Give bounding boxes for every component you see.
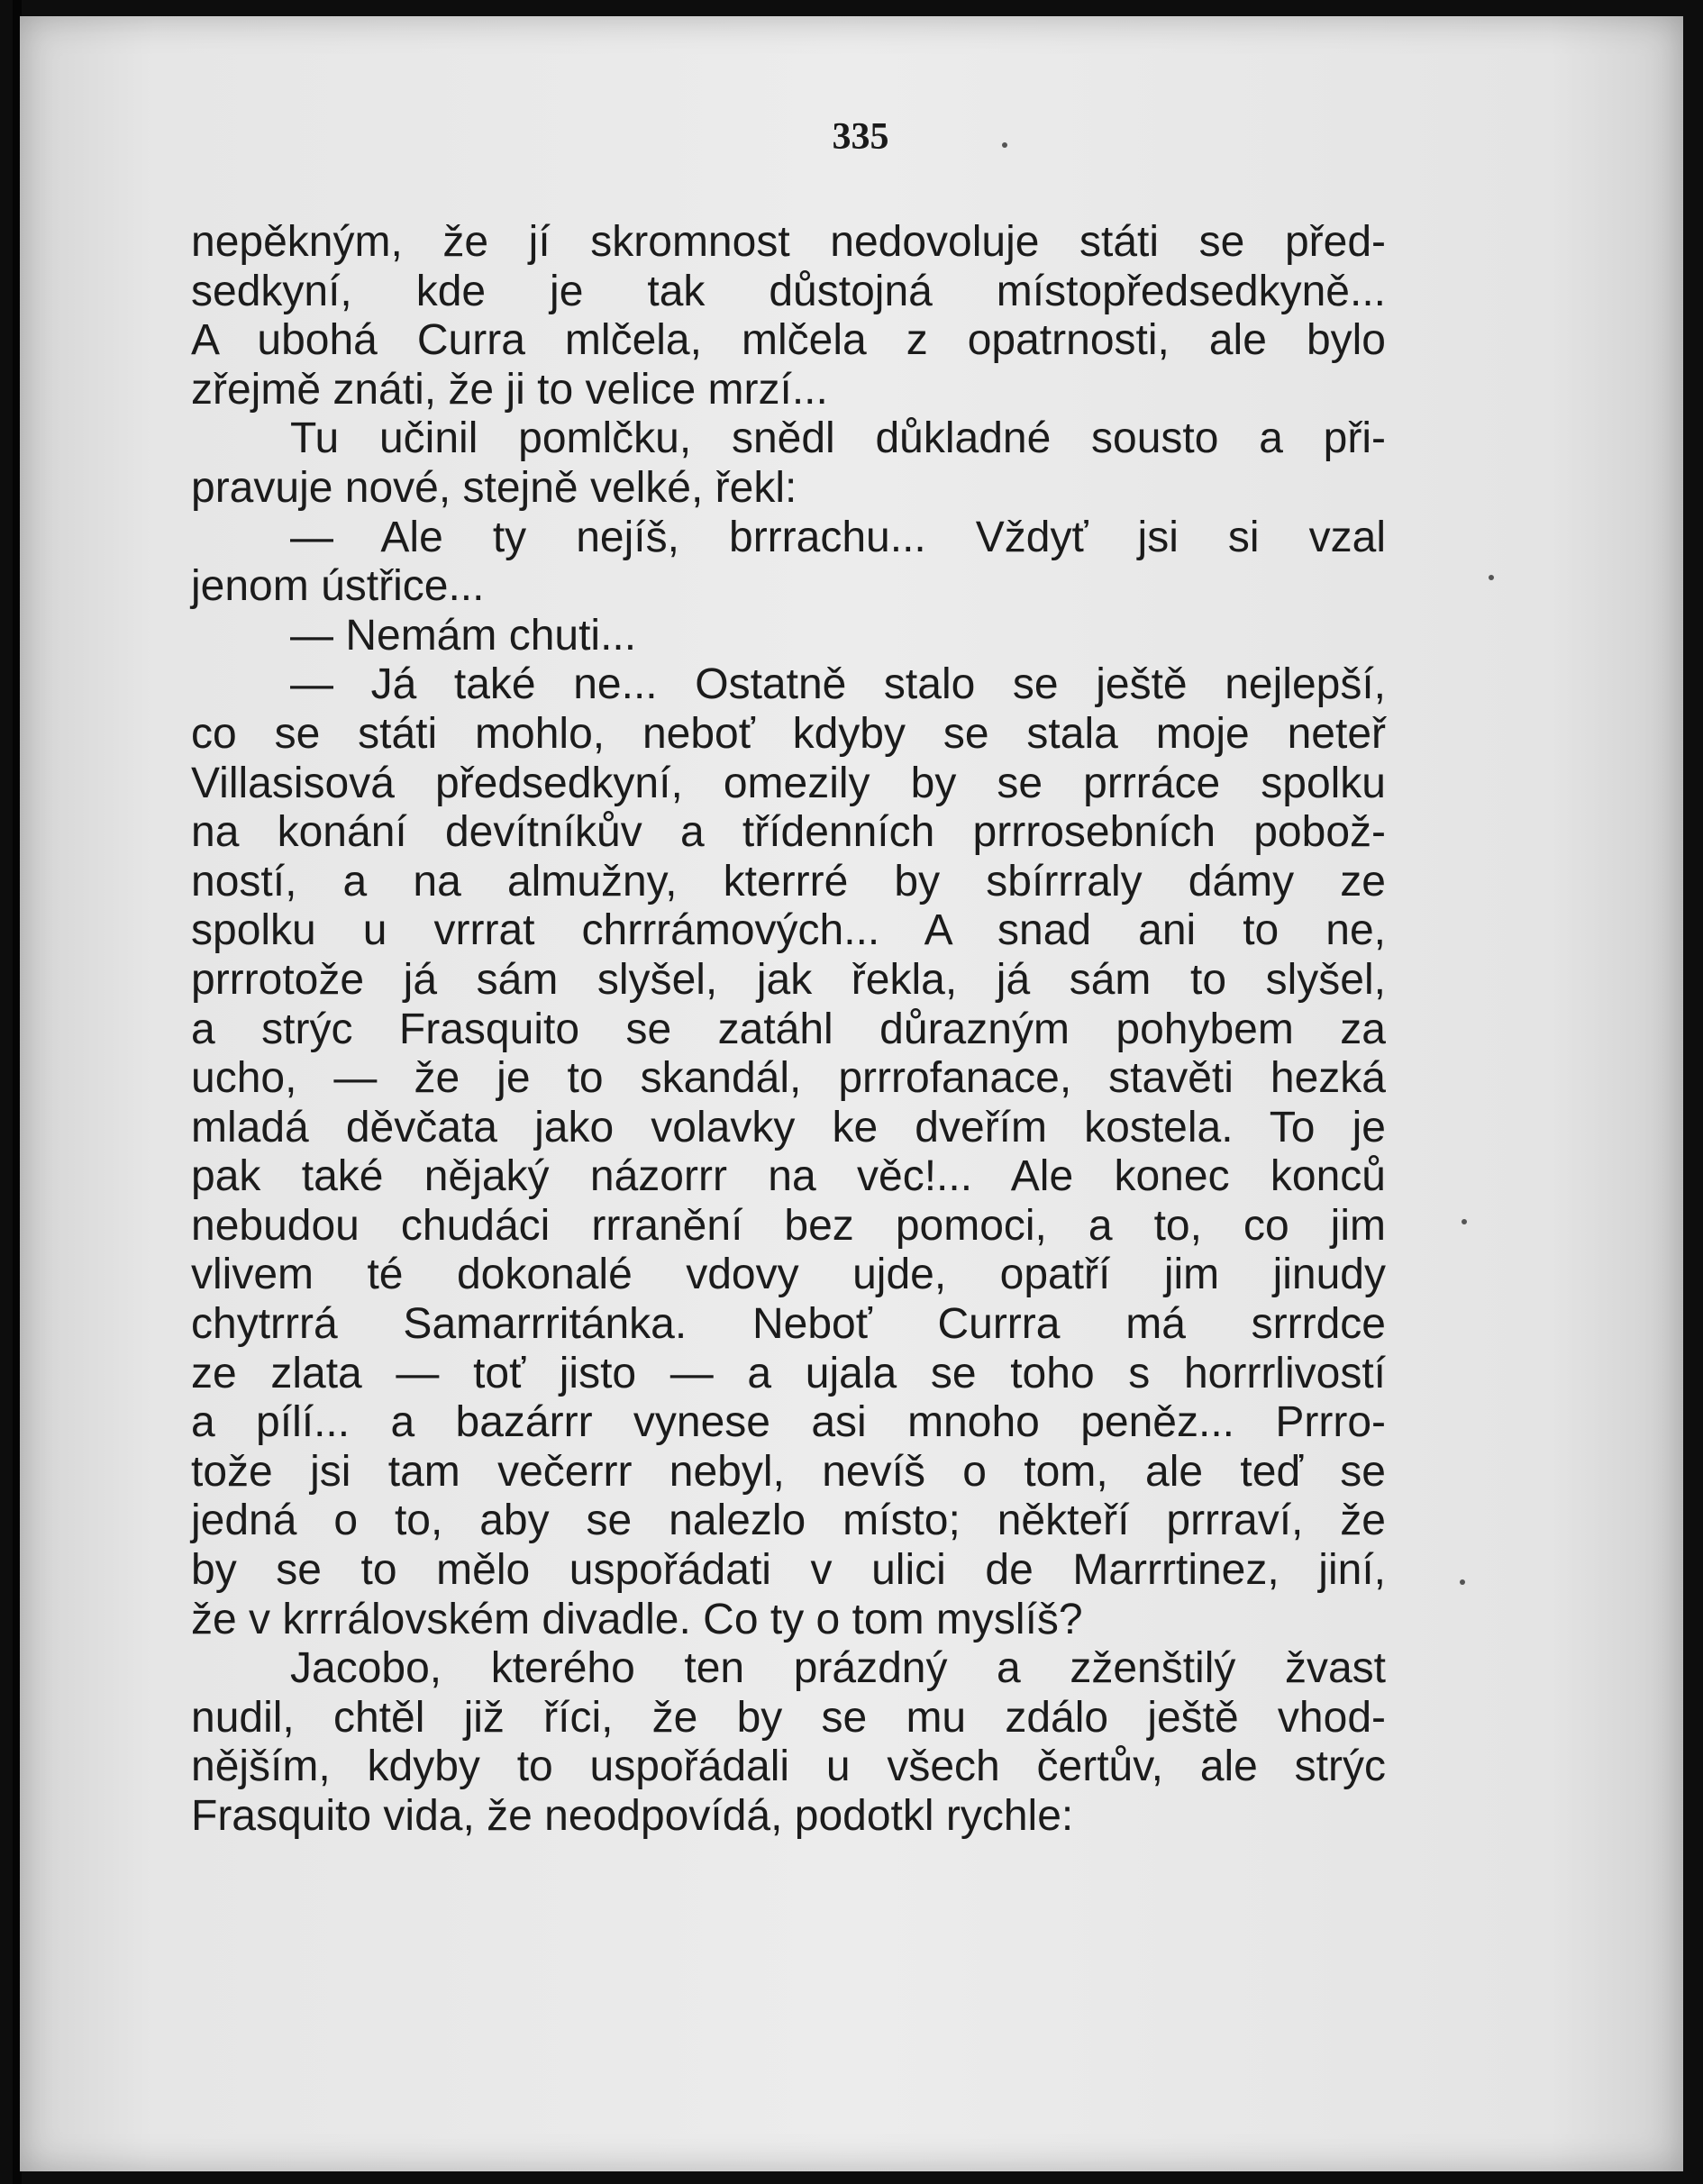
text-line: pravuje nové, stejně velké, řekl: bbox=[191, 463, 797, 512]
text-line: že v krrrálovském divadle. Co ty o tom myslíš? bbox=[191, 1595, 1083, 1643]
text-line: Villasisová předsedkyní, omezily by se prrráce spolku bbox=[191, 759, 1386, 807]
paper-speck bbox=[1460, 1579, 1465, 1585]
text-line: Frasquito vida, že neodpovídá, podotkl rychle: bbox=[191, 1792, 1074, 1840]
text-line: nepěkným, že jí skromnost nedovoluje státi se před- bbox=[191, 218, 1386, 266]
text-line: pak také nějaký názorrr na věc!... Ale konec konců bbox=[191, 1152, 1386, 1201]
body-text bbox=[191, 218, 1386, 1842]
text-line: tože jsi tam večerrr nebyl, nevíš o tom, ale teď se bbox=[191, 1447, 1386, 1496]
text-line: jenom ústřice... bbox=[191, 562, 485, 611]
text-line: sedkyní, kde je tak důstojná místopředsedkyně... bbox=[191, 267, 1386, 315]
text-line: — Ale ty nejíš, brrrachu... Vždyť jsi si vzal bbox=[290, 513, 1386, 561]
text-line: A ubohá Curra mlčela, mlčela z opatrnosti, ale bylo bbox=[191, 316, 1386, 365]
text-line: co se státi mohlo, neboť kdyby se stala moje neteř bbox=[191, 709, 1386, 758]
text-line: chytrrrá Samarrritánka. Neboť Currra má srrrdce bbox=[191, 1300, 1386, 1349]
text-line: spolku u vrrrat chrrrámových... A snad ani to ne, bbox=[191, 906, 1386, 955]
text-line: Tu učinil pomlčku, snědl důkladné sousto a při- bbox=[290, 414, 1386, 463]
text-line: mladá děvčata jako volavky ke dveřím kostela. To je bbox=[191, 1103, 1386, 1151]
text-line: vlivem té dokonalé vdovy ujde, opatří jim jinudy bbox=[191, 1251, 1386, 1299]
text-line: na konání devítníkův a třídenních prrrosebních pobož- bbox=[191, 808, 1386, 857]
text-line: by se to mělo uspořádati v ulici de Marrrtinez, jiní, bbox=[191, 1546, 1386, 1595]
text-line: — Nemám chuti... bbox=[290, 611, 637, 660]
text-line: a strýc Frasquito se zatáhl důrazným pohybem za bbox=[191, 1005, 1386, 1053]
paper-speck bbox=[1462, 1219, 1467, 1224]
text-line: ze zlata — toť jisto — a ujala se toho s horrrlivostí bbox=[191, 1349, 1386, 1397]
paper-speck bbox=[1489, 575, 1494, 580]
text-line: prrrotože já sám slyšel, jak řekla, já sám to slyšel, bbox=[191, 955, 1386, 1004]
text-line: a pílí... a bazárrr vynese asi mnoho peněz... Prrro- bbox=[191, 1398, 1386, 1447]
text-line: ucho, — že je to skandál, prrrofanace, stavěti hezká bbox=[191, 1054, 1386, 1103]
text-line: — Já také ne... Ostatně stalo se ještě nejlepší, bbox=[290, 660, 1386, 709]
text-line: Jacobo, kterého ten prázdný a zženštilý žvast bbox=[290, 1644, 1386, 1693]
text-line: nudil, chtěl již říci, že by se mu zdálo ještě vhod- bbox=[191, 1693, 1386, 1742]
text-line: ností, a na almužny, kterrré by sbírrraly dámy ze bbox=[191, 857, 1386, 905]
text-line: jedná o to, aby se nalezlo místo; někteří prrraví, že bbox=[191, 1497, 1386, 1545]
text-line: zřejmě znáti, že ji to velice mrzí... bbox=[191, 365, 828, 414]
page-number: 335 bbox=[832, 116, 889, 158]
text-line: nějším, kdyby to uspořádali u všech čertův, ale strýc bbox=[191, 1743, 1386, 1791]
text-line: nebudou chudáci rrranění bez pomoci, a to, co jim bbox=[191, 1201, 1386, 1250]
